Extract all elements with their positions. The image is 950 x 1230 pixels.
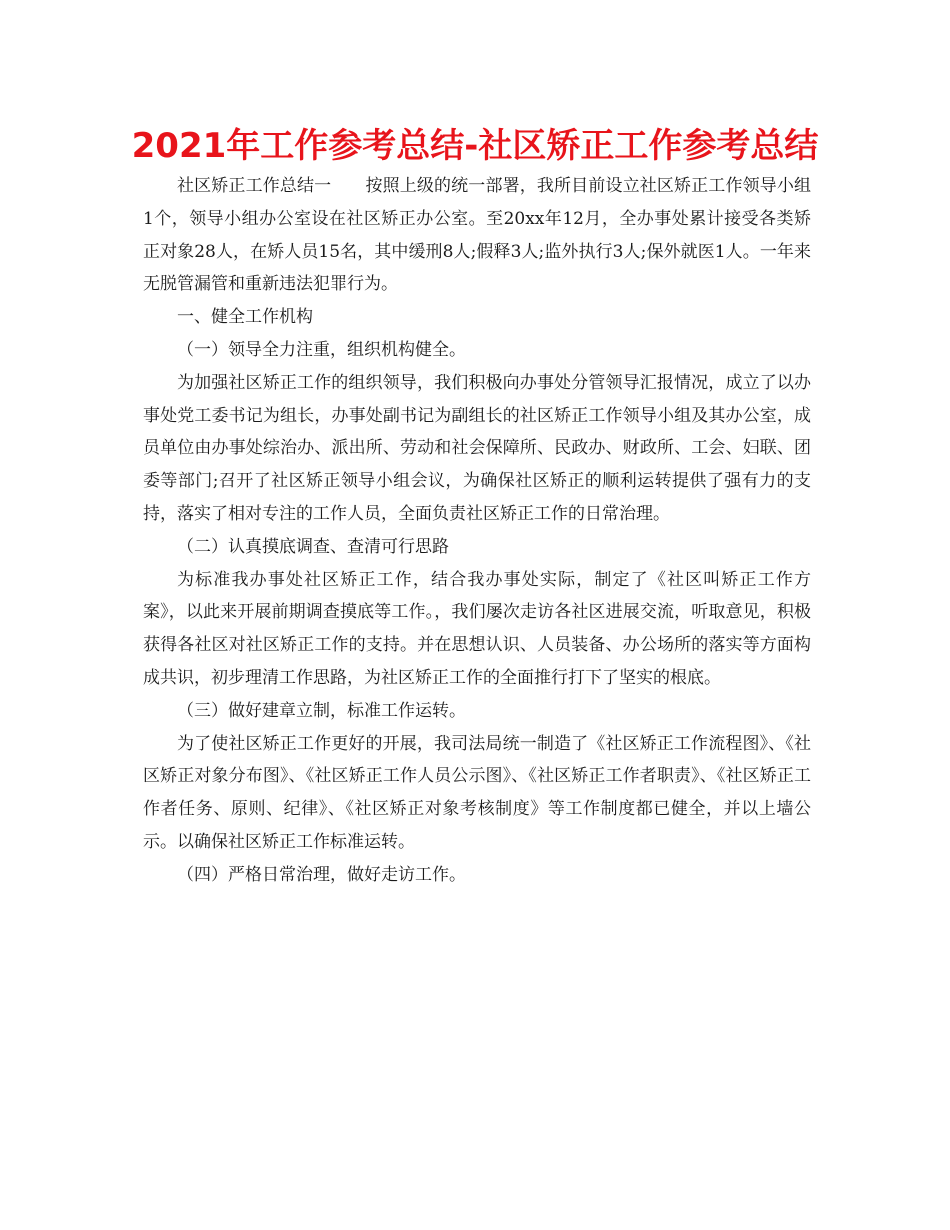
document-body [143, 170, 811, 892]
paragraph-intro [143, 170, 811, 301]
subsection-heading: （二）认真摸底调查、查清可行思路 [177, 536, 449, 557]
paragraph: 为加强社区矫正工作的组织领导，我们积极向办事处分管领导汇报情况，成立了以办事处党工委书记为组长，办事处副书记为副组长的社区矫正工作领导小组及其办公室，成员单位由办事处综治办、派出所、劳动和社会保障所、民政办、财政所、工会、妇联、团委等部门;召开了社区矫正领导小组会议，为确保社区矫正的顺利运转提供了强有力的支持，落实了相对专注的工作人员，全面负责社区矫正工作的日常治理。 [143, 372, 811, 524]
paragraph: 为标准我办事处社区矫正工作，结合我办事处实际，制定了《社区叫矫正工作方案》，以此来开展前期调查摸底等工作。，我们屡次走访各社区进展交流，听取意见，积极获得各社区对社区矫正工作的支持。并在思想认识、人员装备、办公场所的落实等方面构成共识，初步理清工作思路，为社区矫正工作的全面推行打下了坚实的根底。 [143, 569, 811, 688]
section-heading: 一、健全工作机构 [177, 307, 313, 328]
subsection-heading: （一）领导全力注重，组织机构健全。 [177, 339, 466, 360]
paragraph: 为了使社区矫正工作更好的开展，我司法局统一制造了《社区矫正工作流程图》、《社区矫正对象分布图》、《社区矫正工作人员公示图》、《社区矫正工作者职责》、《社区矫正工作者任务、原则、纪律》、《社区矫正对象考核制度》等工作制度都已健全，并以上墙公示。以确保社区矫正工作标准运转。 [143, 733, 811, 852]
subsection-heading: （三）做好建章立制，标准工作运转。 [177, 700, 466, 721]
document-title: 2021年工作参考总结-社区矫正工作参考总结 [131, 126, 819, 166]
section-lead: 社区矫正工作总结一 [177, 176, 332, 196]
paragraph-text: 按照上级的统一部署，我所目前设立社区矫正工作领导小组1个，领导小组办公室设在社区矫正办公室。至20xx年12月，全办事处累计接受各类矫正对象28人，在矫人员15名，其中缓刑8人;假释3人;监外执行3人;保外就医1人。一年来无脱管漏管和重新违法犯罪行为。 [143, 176, 812, 295]
subsection-heading: （四）严格日常治理，做好走访工作。 [177, 864, 466, 885]
